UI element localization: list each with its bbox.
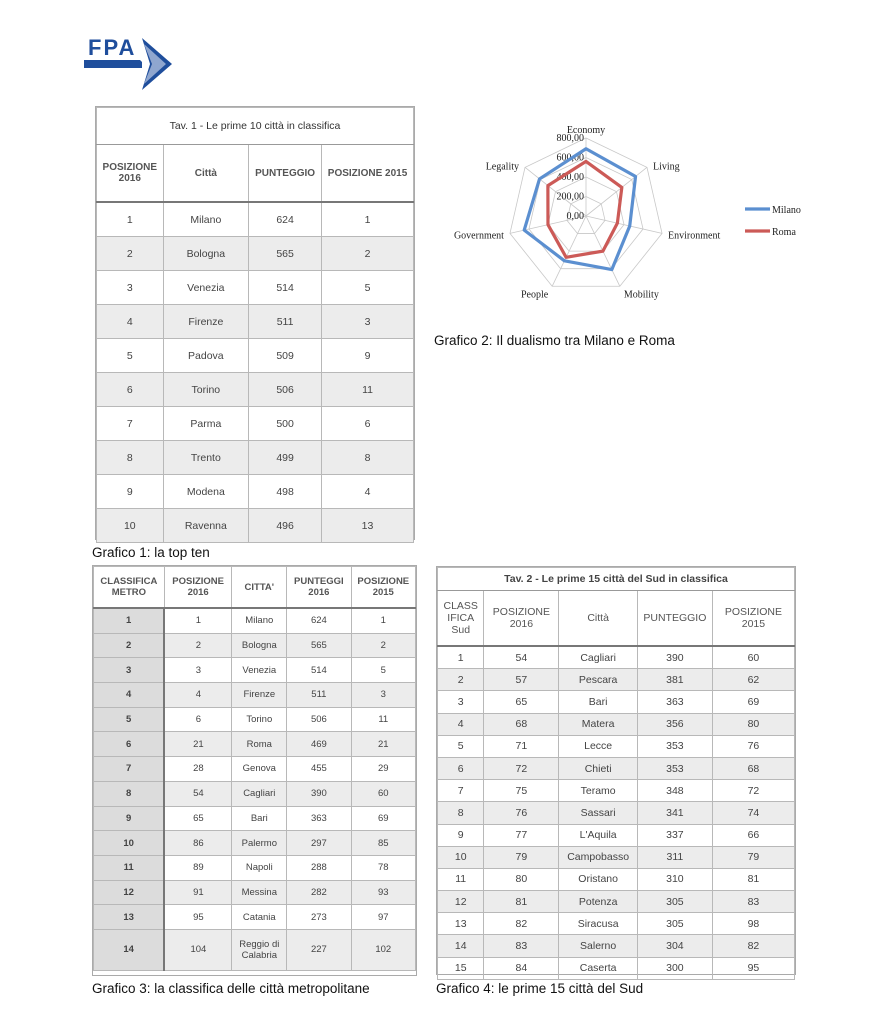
table-cell: Roma (232, 732, 287, 757)
table-cell: 8 (94, 781, 165, 806)
table-cell: 60 (712, 646, 794, 669)
table-cell: 3 (438, 691, 484, 713)
table-cell: Teramo (559, 780, 638, 802)
table-cell: Trento (163, 441, 249, 475)
table-row (97, 271, 414, 305)
radar-category-label: Mobility (623, 289, 659, 301)
table-cell: 95 (712, 957, 794, 979)
table-cell: Sassari (559, 802, 638, 824)
radar-tick-label: 0,00 (566, 211, 584, 222)
table-row (438, 691, 795, 713)
column-header: PUNTEGGIO (637, 591, 712, 647)
table-cell: 81 (484, 891, 559, 913)
table-cell: Bologna (232, 633, 287, 658)
table-cell: 98 (712, 913, 794, 935)
table-title: Tav. 2 - Le prime 15 città del Sud in classifica (438, 568, 795, 591)
table-cell: 337 (637, 824, 712, 846)
fpa-logo (84, 34, 176, 92)
table-cell: 9 (438, 824, 484, 846)
table-row (438, 913, 795, 935)
table-cell: 3 (322, 305, 414, 339)
table-cell: 305 (637, 913, 712, 935)
table-row (438, 735, 795, 757)
table-cell: 83 (712, 891, 794, 913)
table-row (94, 781, 416, 806)
table-cell: 455 (287, 757, 351, 782)
table-cell: Campobasso (559, 846, 638, 868)
table-cell: 356 (637, 713, 712, 735)
table-cell: 62 (712, 669, 794, 691)
table-cell: 509 (249, 339, 322, 373)
table-cell: 97 (351, 905, 415, 930)
table-cell: Bologna (163, 237, 249, 271)
radar-spoke (586, 216, 662, 233)
table-cell: 3 (164, 658, 232, 683)
table-cell: 511 (287, 683, 351, 708)
table-cell: Milano (163, 202, 249, 237)
table-cell: 10 (94, 831, 165, 856)
table-cell: Bari (559, 691, 638, 713)
table-row (438, 868, 795, 890)
table-cell: Cagliari (559, 646, 638, 669)
table-cell: 102 (351, 929, 415, 970)
table-cell: Catania (232, 905, 287, 930)
table-cell: 305 (637, 891, 712, 913)
table-cell: 9 (94, 806, 165, 831)
table-cell: 282 (287, 880, 351, 905)
table-row (97, 441, 414, 475)
table-row (438, 669, 795, 691)
table-cell: 4 (164, 683, 232, 708)
table-row (94, 608, 416, 633)
table-cell: 624 (287, 608, 351, 633)
table-cell: 390 (287, 781, 351, 806)
radar-category-label: Legality (485, 161, 520, 173)
table-cell: 79 (484, 846, 559, 868)
table-row (438, 713, 795, 735)
table-cell: 71 (484, 735, 559, 757)
table-cell: 76 (484, 802, 559, 824)
table-cell: 54 (484, 646, 559, 669)
table-row (97, 373, 414, 407)
table-cell: 65 (484, 691, 559, 713)
table-row (94, 880, 416, 905)
table-cell: 498 (249, 475, 322, 509)
table-cell: Siracusa (559, 913, 638, 935)
table-row (94, 929, 416, 970)
legend-label: Roma (772, 227, 796, 238)
table-row (94, 905, 416, 930)
table-cell: 80 (712, 713, 794, 735)
table-cell: Cagliari (232, 781, 287, 806)
table-cell: 2 (322, 237, 414, 271)
table-cell: 273 (287, 905, 351, 930)
column-header: POSIZIONE 2016 (97, 145, 164, 203)
table-cell: Reggio di Calabria (232, 929, 287, 970)
radar-tick-label: 200,00 (556, 191, 584, 203)
table-cell: 14 (438, 935, 484, 957)
radar-category-label: Economy (566, 125, 606, 136)
table-cell: 65 (164, 806, 232, 831)
table-cell: 11 (322, 373, 414, 407)
table-cell: Torino (163, 373, 249, 407)
table-cell: L'Aquila (559, 824, 638, 846)
table-row (438, 935, 795, 957)
table-cell: 7 (97, 407, 164, 441)
radar-category-label: Government (453, 230, 504, 242)
column-header: POSIZIONE 2016 (164, 567, 232, 609)
table-cell: 13 (322, 509, 414, 543)
table-row (438, 757, 795, 779)
radar-tick-label: 400,00 (556, 172, 584, 183)
logo-arrow (84, 60, 142, 68)
table-cell: Oristano (559, 868, 638, 890)
table-cell: 2 (438, 669, 484, 691)
table-cell: 10 (97, 509, 164, 543)
table-row (94, 732, 416, 757)
table-row (438, 780, 795, 802)
table-cell: 69 (712, 691, 794, 713)
table-cell: 83 (484, 935, 559, 957)
table-row (94, 831, 416, 856)
table-cell: 353 (637, 757, 712, 779)
table-cell: 511 (249, 305, 322, 339)
table-cell: 28 (164, 757, 232, 782)
table-cell: 469 (287, 732, 351, 757)
table-cell: 8 (438, 802, 484, 824)
table-cell: 506 (287, 707, 351, 732)
column-header: POSIZIONE 2015 (322, 145, 414, 203)
table-cell: 72 (484, 757, 559, 779)
table-cell: 84 (484, 957, 559, 979)
table-cell: Parma (163, 407, 249, 441)
table-cell: Bari (232, 806, 287, 831)
table-cell: 15 (438, 957, 484, 979)
table-cell: Venezia (232, 658, 287, 683)
table-cell: 85 (351, 831, 415, 856)
table-cell: 6 (438, 757, 484, 779)
table-cell: 21 (351, 732, 415, 757)
table-cell: 12 (438, 891, 484, 913)
table-cell: 12 (94, 880, 165, 905)
table-row (438, 891, 795, 913)
table-cell: 3 (97, 271, 164, 305)
column-header: Città (163, 145, 249, 203)
table-cell: 565 (249, 237, 322, 271)
caption-grafico-2: Grafico 2: Il dualismo tra Milano e Roma (434, 333, 675, 348)
table-cell: 68 (712, 757, 794, 779)
table-cell: 288 (287, 855, 351, 880)
table-cell: 6 (322, 407, 414, 441)
table-cell: Palermo (232, 831, 287, 856)
table-cell: 5 (97, 339, 164, 373)
table-row (438, 957, 795, 979)
caption-grafico-1: Grafico 1: la top ten (92, 545, 210, 560)
table-cell: 6 (97, 373, 164, 407)
table-cell: 13 (94, 905, 165, 930)
table-cell: 78 (351, 855, 415, 880)
table-cell: 4 (322, 475, 414, 509)
table-cell: Torino (232, 707, 287, 732)
table-south (436, 566, 796, 975)
table-cell: 500 (249, 407, 322, 441)
table-cell: 2 (351, 633, 415, 658)
table-cell: 1 (97, 202, 164, 237)
table-cell: 76 (712, 735, 794, 757)
table-cell: 86 (164, 831, 232, 856)
table-cell: 10 (438, 846, 484, 868)
table-row (94, 683, 416, 708)
table-cell: Matera (559, 713, 638, 735)
table-cell: 311 (637, 846, 712, 868)
table-cell: 81 (712, 868, 794, 890)
table-cell: Firenze (232, 683, 287, 708)
table-cell: 3 (351, 683, 415, 708)
table-cell: 227 (287, 929, 351, 970)
table-cell: 91 (164, 880, 232, 905)
table-cell: 390 (637, 646, 712, 669)
table-row (438, 646, 795, 669)
table-row (438, 846, 795, 868)
table-cell: 93 (351, 880, 415, 905)
table-cell: 9 (322, 339, 414, 373)
column-header: CLASSIFICA METRO (94, 567, 165, 609)
table-cell: Venezia (163, 271, 249, 305)
table-cell: Messina (232, 880, 287, 905)
table-row (97, 202, 414, 237)
column-header: CITTA' (232, 567, 287, 609)
table-cell: 72 (712, 780, 794, 802)
radar-tick-label: 800,00 (556, 133, 584, 144)
table-cell: 11 (438, 868, 484, 890)
table-row (97, 339, 414, 373)
table-cell: Modena (163, 475, 249, 509)
table-cell: 4 (94, 683, 165, 708)
table-cell: 2 (94, 633, 165, 658)
table-cell: Firenze (163, 305, 249, 339)
table-cell: Salerno (559, 935, 638, 957)
column-header: POSIZIONE 2015 (712, 591, 794, 647)
table-cell: 80 (484, 868, 559, 890)
table-cell: 363 (287, 806, 351, 831)
table-cell: 6 (164, 707, 232, 732)
table-cell: Pescara (559, 669, 638, 691)
table-metropolitan (92, 565, 417, 976)
table-cell: 4 (438, 713, 484, 735)
table-row (438, 824, 795, 846)
table-cell: 60 (351, 781, 415, 806)
column-header: PUNTEGGI 2016 (287, 567, 351, 609)
legend-label: Milano (772, 205, 801, 216)
table-cell: 9 (97, 475, 164, 509)
radar-tick-label: 600,00 (556, 152, 584, 164)
table-cell: 496 (249, 509, 322, 543)
table-cell: 5 (351, 658, 415, 683)
table-cell: 89 (164, 855, 232, 880)
table-cell: 297 (287, 831, 351, 856)
table-cell: 57 (484, 669, 559, 691)
table-cell: Lecce (559, 735, 638, 757)
table-cell: 304 (637, 935, 712, 957)
table-cell: 1 (94, 608, 165, 633)
radar-category-label: People (520, 289, 549, 301)
table-cell: 499 (249, 441, 322, 475)
table-cell: 381 (637, 669, 712, 691)
table-cell: 624 (249, 202, 322, 237)
table-cell: 363 (637, 691, 712, 713)
table-cell: 1 (322, 202, 414, 237)
table-cell: Napoli (232, 855, 287, 880)
table-cell: 14 (94, 929, 165, 970)
radar-chart (440, 118, 810, 313)
table-cell: 69 (351, 806, 415, 831)
table-cell: 3 (94, 658, 165, 683)
table-cell: Chieti (559, 757, 638, 779)
table-title: Tav. 1 - Le prime 10 città in classifica (97, 108, 414, 145)
table-cell: 7 (438, 780, 484, 802)
table-cell: 565 (287, 633, 351, 658)
table-cell: 8 (97, 441, 164, 475)
table-row (94, 658, 416, 683)
table-row (438, 802, 795, 824)
column-header: POSIZIONE 2015 (351, 567, 415, 609)
table-cell: Potenza (559, 891, 638, 913)
table-row (97, 305, 414, 339)
table-row (97, 509, 414, 543)
table-cell: 5 (94, 707, 165, 732)
table-cell: 77 (484, 824, 559, 846)
table-cell: 13 (438, 913, 484, 935)
table-top-ten (95, 106, 415, 540)
table-cell: Padova (163, 339, 249, 373)
table-cell: 2 (164, 633, 232, 658)
table-cell: 310 (637, 868, 712, 890)
table-row (97, 237, 414, 271)
radar-category-label: Environment (668, 230, 721, 242)
table-cell: 2 (97, 237, 164, 271)
table-cell: 6 (94, 732, 165, 757)
column-header: POSIZIONE 2016 (484, 591, 559, 647)
table-cell: 68 (484, 713, 559, 735)
table-cell: 95 (164, 905, 232, 930)
table-cell: 348 (637, 780, 712, 802)
column-header: PUNTEGGIO (249, 145, 322, 203)
table-cell: 1 (438, 646, 484, 669)
table-cell: 1 (351, 608, 415, 633)
table-cell: 11 (94, 855, 165, 880)
table-cell: 82 (484, 913, 559, 935)
table-cell: Milano (232, 608, 287, 633)
caption-grafico-3: Grafico 3: la classifica delle città metropolitane (92, 981, 370, 996)
caption-grafico-4: Grafico 4: le prime 15 città del Sud (436, 981, 644, 996)
table-cell: 514 (287, 658, 351, 683)
table-cell: 8 (322, 441, 414, 475)
radar-spoke (586, 167, 647, 216)
table-cell: 79 (712, 846, 794, 868)
table-cell: 75 (484, 780, 559, 802)
table-cell: 11 (351, 707, 415, 732)
table-cell: Ravenna (163, 509, 249, 543)
table-row (94, 855, 416, 880)
table-cell: 5 (438, 735, 484, 757)
table-row (94, 806, 416, 831)
column-header: Città (559, 591, 638, 647)
table-row (94, 757, 416, 782)
table-row (94, 707, 416, 732)
table-cell: 7 (94, 757, 165, 782)
column-header: CLASS IFICA Sud (438, 591, 484, 647)
table-cell: 353 (637, 735, 712, 757)
radar-category-label: Living (652, 161, 680, 173)
table-cell: 300 (637, 957, 712, 979)
table-row (97, 475, 414, 509)
table-cell: 82 (712, 935, 794, 957)
table-cell: 514 (249, 271, 322, 305)
table-cell: 29 (351, 757, 415, 782)
table-cell: 5 (322, 271, 414, 305)
table-cell: 341 (637, 802, 712, 824)
table-cell: 4 (97, 305, 164, 339)
table-row (97, 407, 414, 441)
table-cell: 21 (164, 732, 232, 757)
table-cell: 66 (712, 824, 794, 846)
logo-text: FPA (88, 35, 137, 60)
table-cell: 74 (712, 802, 794, 824)
table-cell: 506 (249, 373, 322, 407)
table-cell: 104 (164, 929, 232, 970)
table-cell: 54 (164, 781, 232, 806)
table-cell: Caserta (559, 957, 638, 979)
table-cell: Genova (232, 757, 287, 782)
table-row (94, 633, 416, 658)
table-cell: 1 (164, 608, 232, 633)
